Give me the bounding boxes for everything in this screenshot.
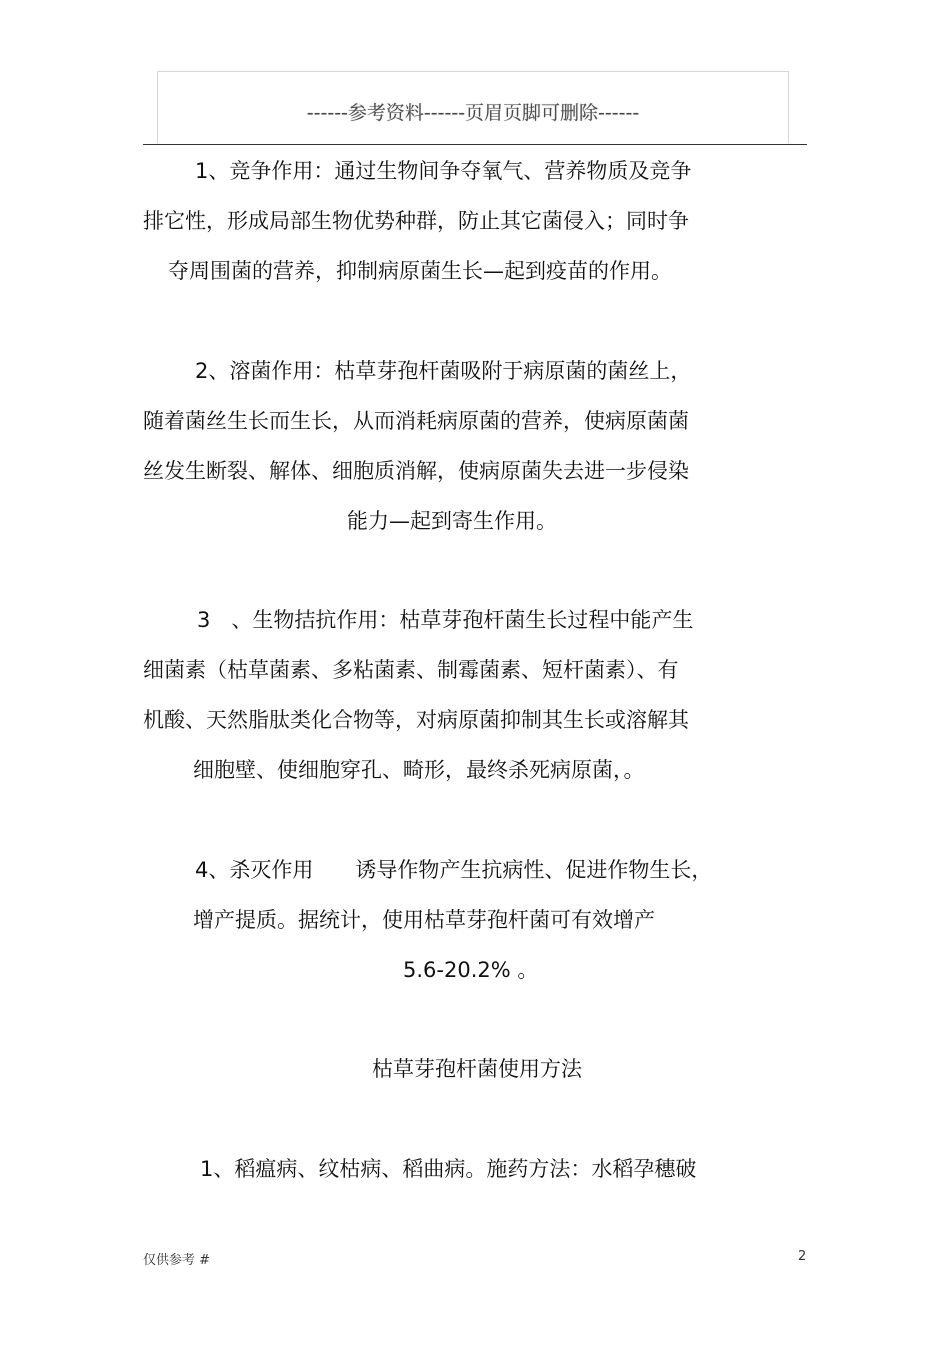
usage-item-1: 1、稻瘟病、纹枯病、稻曲病。施药方法：水稻孕穗破 — [200, 1157, 697, 1181]
section1-line-2: 排它性，形成局部生物优势种群，防止其它菌侵入；同时争 — [143, 209, 689, 233]
header-divider — [143, 144, 807, 145]
section2-line-2: 随着菌丝生长而生长，从而消耗病原菌的营养，使病原菌菌 — [143, 409, 689, 433]
section1-line-3: 夺周围菌的营养，抑制病原菌生长—起到疫苗的作用。 — [168, 259, 672, 283]
header-text: ------参考资料------页眉页脚可删除------ — [306, 102, 640, 124]
section1-line-1: 1、竞争作用：通过生物间争夺氧气、营养物质及竞争 — [195, 159, 692, 183]
usage-title: 枯草芽孢杆菌使用方法 — [372, 1057, 582, 1081]
footer-note: 仅供参考 # — [143, 1253, 211, 1268]
section3-line-3: 机酸、天然脂肽类化合物等，对病原菌抑制其生长或溶解其 — [143, 708, 689, 732]
section2-line-1: 2、溶菌作用：枯草芽孢杆菌吸附于病原菌的菌丝上， — [195, 359, 692, 383]
section4-line-2: 增产提质。据统计，使用枯草芽孢杆菌可有效增产 — [193, 908, 655, 932]
section4-line-1: 4、杀灭作用 诱导作物产生抗病性、促进作物生长， — [195, 858, 713, 882]
section3-line-1: 3 、生物拮抗作用：枯草芽孢杆菌生长过程中能产生 — [197, 608, 694, 632]
page-header — [157, 71, 789, 143]
section2-line-4: 能力—起到寄生作用。 — [347, 509, 557, 533]
page-number: 2 — [798, 1249, 807, 1264]
section3-line-4: 细胞壁、使细胞穿孔、畸形，最终杀死病原菌，。 — [193, 758, 645, 782]
section2-line-3: 丝发生断裂、解体、细胞质消解，使病原菌失去进一步侵染 — [143, 459, 689, 483]
section3-line-2: 细菌素（枯草菌素、多粘菌素、制霉菌素、短杆菌素）、有 — [143, 658, 679, 682]
section4-line-3: 5.6-20.2% 。 — [403, 958, 539, 982]
